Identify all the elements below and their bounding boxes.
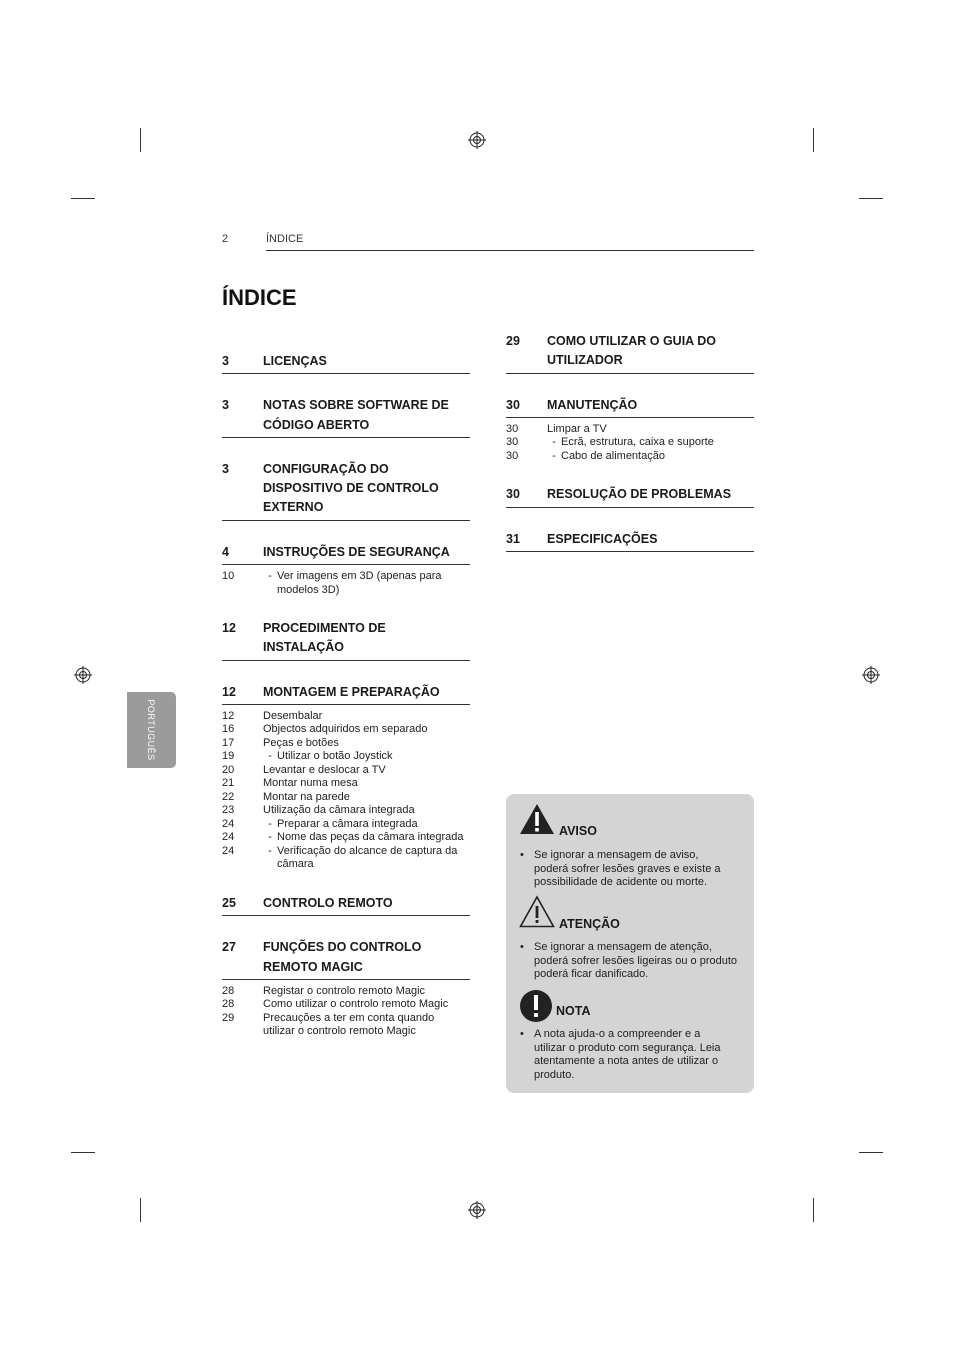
note-text-line: Se ignorar a mensagem de aviso, — [534, 849, 699, 861]
toc-subentries — [506, 423, 754, 464]
toc-subentry-page: 28 — [222, 998, 235, 1011]
registration-mark-icon — [468, 131, 486, 149]
crop-mark — [140, 128, 141, 152]
toc-title-line: PROCEDIMENTO DE — [263, 621, 386, 636]
toc-title-line: LICENÇAS — [263, 354, 327, 368]
toc-page-number: 27 — [222, 940, 236, 955]
toc-title-line: MANUTENÇÃO — [547, 397, 638, 412]
toc-section — [222, 396, 470, 438]
note-text-block — [520, 941, 745, 982]
toc-subentry-page: 30 — [506, 422, 519, 435]
toc-subentry-text — [263, 764, 470, 778]
toc-title-line: CONFIGURAÇÃO DO — [263, 461, 389, 476]
toc-subentry-text — [263, 737, 470, 751]
toc-subentry-text — [277, 750, 470, 764]
toc-subentry — [222, 710, 470, 724]
note-title: AVISO — [559, 824, 597, 838]
toc-title-line: INSTALAÇÃO — [263, 640, 345, 655]
bullet: • — [520, 849, 524, 861]
toc-page-number: 12 — [222, 684, 236, 699]
toc-page-number: 31 — [506, 531, 520, 546]
toc-section-title — [263, 894, 470, 913]
crop-mark — [859, 198, 883, 199]
toc-title-line: INSTRUÇÕES DE SEGURANÇA — [263, 544, 450, 559]
crop-mark — [813, 1198, 814, 1222]
toc-section — [222, 543, 470, 565]
header-divider — [266, 250, 754, 251]
toc-subentries — [222, 710, 470, 872]
toc-title-line: COMO UTILIZAR O GUIA DO — [547, 334, 716, 348]
notes-box — [506, 794, 754, 1093]
toc-subentry-line: Peças e botões — [263, 736, 339, 749]
toc-section — [506, 332, 754, 374]
toc-section-title — [263, 619, 470, 658]
toc-subentry-line: Ecrã, estrutura, caixa e suporte — [561, 436, 714, 449]
bullet: • — [520, 941, 524, 953]
toc-page-number: 4 — [222, 544, 229, 559]
toc-subentry-text — [263, 1012, 470, 1039]
toc-subentry — [222, 777, 470, 791]
toc-subentry-text — [561, 436, 754, 450]
toc-subentry-text — [263, 710, 470, 724]
toc-subentry — [222, 831, 470, 845]
note-text-line: poderá ficar danificado. — [534, 968, 649, 980]
toc-subentry-line: Montar na parede — [263, 790, 350, 803]
toc-subentry-dash: - — [268, 750, 272, 763]
toc-section-title — [547, 332, 754, 371]
toc-title-line: NOTAS SOBRE SOFTWARE DE — [263, 398, 449, 413]
toc-subentry-line: Desembalar — [263, 709, 323, 722]
toc-subentry-text — [263, 791, 470, 805]
note-text-line: atentamente a nota antes de utilizar o — [534, 1055, 719, 1067]
toc-subentry-text — [263, 804, 470, 818]
toc-subentry-text — [263, 723, 470, 737]
toc-subentry-text — [277, 845, 470, 872]
toc-subentry — [222, 818, 470, 832]
toc-title-line: CONTROLO REMOTO — [263, 895, 393, 910]
toc-section-title — [263, 396, 470, 435]
language-tab-label: PORTUGUÊS — [146, 699, 156, 761]
toc-subentry-text — [277, 570, 470, 597]
toc-page-number: 3 — [222, 398, 229, 413]
toc-subentry — [222, 985, 470, 999]
toc-subentry-text — [263, 985, 470, 999]
running-title: ÍNDICE — [266, 233, 304, 245]
note-circle-icon — [519, 989, 553, 1023]
toc-left-column — [222, 352, 470, 1039]
toc-subentry-page: 24 — [222, 844, 235, 857]
toc-title-line: RESOLUÇÃO DE PROBLEMAS — [547, 487, 732, 502]
registration-mark-icon — [468, 1201, 486, 1219]
toc-subentry-page: 24 — [222, 831, 235, 844]
toc-subentry-dash: - — [268, 844, 272, 857]
toc-subentry-line: Como utilizar o controlo remoto Magic — [263, 998, 449, 1011]
toc-section-title — [547, 485, 754, 504]
toc-subentry-page: 17 — [222, 736, 235, 749]
toc-section-title — [263, 543, 470, 562]
toc-section-title — [263, 352, 470, 371]
toc-subentry-line: Registar o controlo remoto Magic — [263, 984, 426, 997]
toc-subentry-line: Utilizar o botão Joystick — [277, 750, 393, 763]
toc-subentry — [222, 750, 470, 764]
toc-subentry — [222, 845, 470, 872]
toc-subentry-page: 16 — [222, 723, 235, 736]
crop-mark — [140, 1198, 141, 1222]
bullet: • — [520, 1028, 524, 1040]
toc-subentry-line: Utilização da câmara integrada — [263, 804, 415, 817]
toc-title-line: REMOTO MAGIC — [263, 959, 363, 974]
toc-subentry-page: 24 — [222, 817, 235, 830]
toc-section-title — [547, 530, 754, 549]
toc-subentry — [506, 423, 754, 437]
toc-subentry-text — [263, 998, 470, 1012]
note-title: NOTA — [556, 1004, 591, 1018]
crop-mark — [859, 1152, 883, 1153]
note-text-line: possibilidade de acidente ou morte. — [534, 876, 708, 888]
warning-filled-icon — [519, 803, 555, 835]
page-number: 2 — [222, 233, 229, 245]
toc-subentry-dash: - — [268, 831, 272, 844]
toc-section — [506, 530, 754, 552]
toc-section-title — [263, 683, 470, 702]
toc-subentry-text — [277, 818, 470, 832]
toc-title-line: ESPECIFICAÇÕES — [547, 531, 658, 546]
toc-subentry-dash: - — [268, 817, 272, 830]
toc-section-title — [263, 460, 470, 518]
toc-title-line: DISPOSITIVO DE CONTROLO — [263, 481, 439, 496]
toc-title-line: UTILIZADOR — [547, 353, 623, 368]
registration-mark-icon — [862, 666, 880, 684]
toc-section — [222, 683, 470, 705]
crop-mark — [71, 198, 95, 199]
toc-subentry-line: utilizar o controlo remoto Magic — [263, 1025, 416, 1038]
toc-subentry-line: Montar numa mesa — [263, 777, 358, 790]
registration-mark-icon — [74, 666, 92, 684]
toc-subentry-line: Levantar e deslocar a TV — [263, 763, 386, 776]
toc-subentry-line: modelos 3D) — [277, 583, 340, 596]
toc-subentry-line: Nome das peças da câmara integrada — [277, 831, 464, 844]
toc-subentry — [222, 737, 470, 751]
note-text-block — [520, 1028, 745, 1082]
toc-title-line: FUNÇÕES DO CONTROLO — [263, 940, 422, 955]
toc-subentry — [222, 804, 470, 818]
note-text-line: poderá sofrer lesões graves e existe a — [534, 862, 721, 875]
toc-subentry-dash: - — [268, 570, 272, 583]
toc-page-number: 29 — [506, 334, 520, 348]
toc-section — [222, 938, 470, 980]
toc-section — [506, 485, 754, 507]
toc-subentry-page: 30 — [506, 449, 519, 462]
crop-mark — [71, 1152, 95, 1153]
toc-section — [222, 619, 470, 661]
toc-subentry-line: Cabo de alimentação — [561, 449, 665, 462]
toc-subentry-text — [561, 450, 754, 464]
toc-section — [222, 352, 470, 374]
note-title: ATENÇÃO — [559, 917, 620, 931]
toc-title-line: CÓDIGO ABERTO — [263, 417, 370, 432]
toc-subentry-page: 21 — [222, 777, 235, 790]
toc-subentry-page: 30 — [506, 436, 519, 449]
toc-subentry-dash: - — [552, 449, 556, 462]
note-text-line: produto. — [534, 1068, 575, 1081]
toc-subentry-line: Preparar a câmara integrada — [277, 817, 418, 830]
toc-subentry — [506, 436, 754, 450]
toc-subentry-page: 23 — [222, 804, 235, 817]
toc-subentry-page: 29 — [222, 1011, 235, 1024]
toc-subentry-line: Limpar a TV — [547, 422, 607, 435]
toc-subentry — [222, 998, 470, 1012]
toc-page-number: 30 — [506, 487, 520, 502]
toc-subentry-line: Verificação do alcance de captura da — [277, 844, 458, 857]
caution-outline-icon — [519, 895, 555, 928]
toc-subentry-text — [547, 423, 754, 437]
toc-page-number: 3 — [222, 461, 229, 476]
note-text-block — [520, 849, 745, 890]
toc-page-number: 25 — [222, 895, 236, 910]
toc-subentry-text — [263, 777, 470, 791]
toc-subentry — [222, 723, 470, 737]
note-text-line: Se ignorar a mensagem de atenção, — [534, 941, 712, 953]
toc-subentries — [222, 985, 470, 1039]
toc-subentry-line: Ver imagens em 3D (apenas para — [277, 570, 442, 583]
toc-subentry-page: 19 — [222, 750, 235, 763]
toc-subentry-page: 10 — [222, 570, 235, 583]
page-title: ÍNDICE — [222, 285, 297, 310]
toc-subentry-page: 28 — [222, 984, 235, 997]
toc-section-title — [547, 396, 754, 415]
toc-subentry-dash: - — [552, 436, 556, 449]
toc-section — [506, 396, 754, 418]
toc-subentry-page: 22 — [222, 790, 235, 803]
note-text-line: utilizar o produto com segurança. Leia — [534, 1041, 721, 1054]
toc-subentry — [222, 570, 470, 597]
toc-page-number: 12 — [222, 621, 236, 636]
note-text-line: A nota ajuda-o a compreender e a — [534, 1028, 701, 1040]
toc-section — [222, 894, 470, 916]
toc-subentry — [222, 1012, 470, 1039]
toc-right-column — [506, 332, 754, 552]
toc-subentry — [222, 791, 470, 805]
toc-subentry — [222, 764, 470, 778]
toc-subentries — [222, 570, 470, 597]
toc-subentry — [506, 450, 754, 464]
toc-subentry-line: Objectos adquiridos em separado — [263, 723, 428, 736]
toc-title-line: EXTERNO — [263, 500, 324, 515]
toc-section-title — [263, 938, 470, 977]
note-text-line: poderá sofrer lesões ligeiras ou o produto — [534, 954, 738, 967]
toc-section — [222, 460, 470, 521]
toc-subentry-page: 20 — [222, 763, 235, 776]
toc-page-number: 30 — [506, 397, 520, 412]
toc-subentry-line: Precauções a ter em conta quando — [263, 1011, 435, 1024]
toc-page-number: 3 — [222, 354, 229, 368]
crop-mark — [813, 128, 814, 152]
toc-subentry-text — [277, 831, 470, 845]
toc-subentry-line: câmara — [277, 858, 314, 871]
toc-title-line: MONTAGEM E PREPARAÇÃO — [263, 684, 440, 699]
language-tab — [127, 692, 176, 768]
toc-subentry-page: 12 — [222, 709, 235, 722]
